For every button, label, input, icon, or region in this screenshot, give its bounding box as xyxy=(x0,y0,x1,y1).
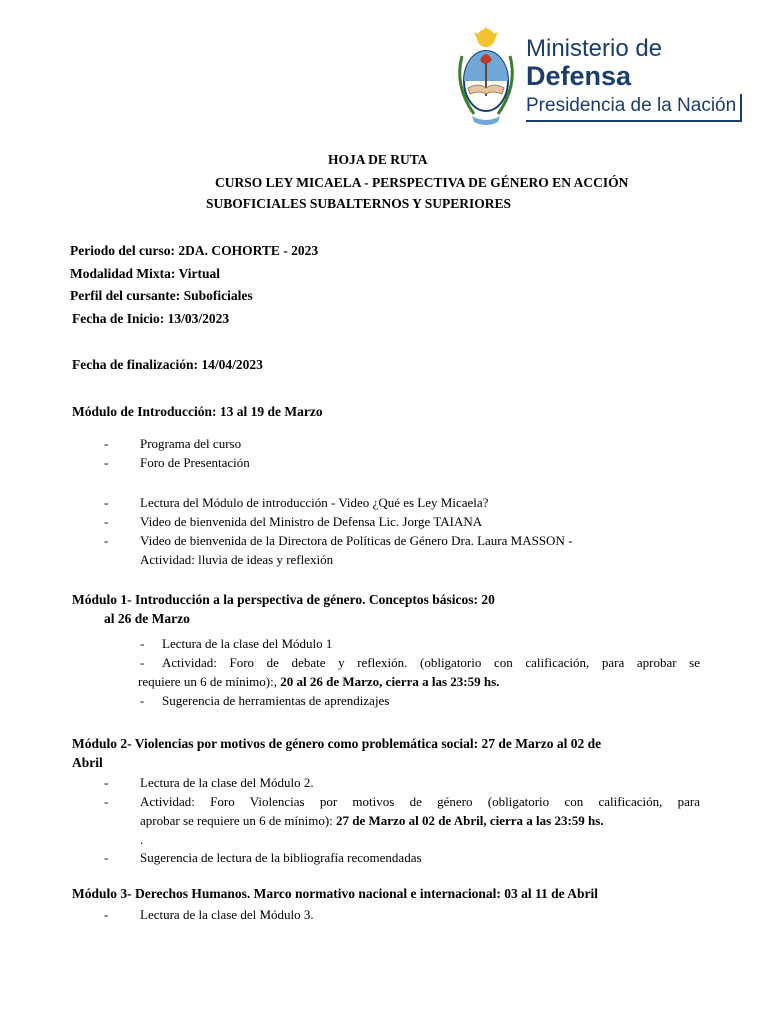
ministry-line-3: Presidencia de la Nación xyxy=(526,94,742,122)
bullet-dash: - xyxy=(104,514,109,529)
national-seal-icon xyxy=(452,26,520,130)
perfil-line: Perfil del cursante: Suboficiales xyxy=(70,288,253,303)
bullet-dash: - xyxy=(104,775,109,790)
periodo-line: Periodo del curso: 2DA. COHORTE - 2023 xyxy=(70,243,319,258)
ministry-logo xyxy=(452,26,752,130)
bullet-dash: - xyxy=(104,455,109,470)
intro-heading: Módulo de Introducción: 13 al 19 de Marzo xyxy=(72,404,323,419)
list-item-text: Actividad: Foro de debate y reflexión. (obligatorio con calificación, para aprobar se xyxy=(162,655,700,670)
bullet-dash: - xyxy=(104,533,109,548)
list-item-continuation: . xyxy=(140,832,144,847)
list-item-text: Lectura del Módulo de introducción - Video ¿Qué es Ley Micaela? xyxy=(140,495,489,510)
modalidad-line: Modalidad Mixta: Virtual xyxy=(70,266,221,281)
list-item-text: Lectura de la clase del Módulo 2. xyxy=(140,775,314,790)
doc-subtitle-1: CURSO LEY MICAELA - PERSPECTIVA DE GÉNERO EN ACCIÓN xyxy=(215,175,629,190)
list-item-text: Actividad: Foro Violencias por motivos de género (obligatorio con calificación, para xyxy=(140,794,700,809)
list-item-text: Video de bienvenida del Ministro de Defensa Lic. Jorge TAIANA xyxy=(140,514,483,529)
list-item-continuation xyxy=(140,811,604,830)
list-item-continuation xyxy=(138,672,499,691)
ministry-name xyxy=(526,36,742,122)
ministry-line-1: Ministerio de xyxy=(526,35,663,62)
inicio-line: Fecha de Inicio: 13/03/2023 xyxy=(72,311,230,326)
deadline-text: 20 al 26 de Marzo, cierra a las 23:59 hs. xyxy=(280,674,500,689)
list-item-text: Foro de Presentación xyxy=(140,455,250,470)
list-item-continuation: Actividad: lluvia de ideas y reflexión xyxy=(140,552,334,567)
mod1-heading-cont: al 26 de Marzo xyxy=(104,611,190,626)
doc-title: HOJA DE RUTA xyxy=(328,152,428,167)
bullet-dash: - xyxy=(104,436,109,451)
fin-line: Fecha de finalización: 14/04/2023 xyxy=(72,357,263,372)
list-item-text: Sugerencia de herramientas de aprendizajes xyxy=(162,693,390,708)
bullet-dash: - xyxy=(104,495,109,510)
deadline-text: 27 de Marzo al 02 de Abril, cierra a las 23:59 hs. xyxy=(336,813,604,828)
bullet-dash: - xyxy=(104,850,109,865)
mod3-heading: Módulo 3- Derechos Humanos. Marco normativo nacional e internacional: 03 al 11 de Abril xyxy=(72,886,598,901)
bullet-dash: - xyxy=(140,693,145,708)
list-item-text: Lectura de la clase del Módulo 1 xyxy=(162,636,333,651)
mod1-heading: Módulo 1- Introducción a la perspectiva de género. Conceptos básicos: 20 xyxy=(72,592,495,607)
doc-subtitle-2: SUBOFICIALES SUBALTERNOS Y SUPERIORES xyxy=(206,196,511,211)
list-item-text: requiere un 6 de mínimo):, xyxy=(138,674,281,689)
mod2-heading-cont: Abril xyxy=(72,755,103,770)
list-item-text: Sugerencia de lectura de la bibliografía recomendadas xyxy=(140,850,422,865)
bullet-dash: - xyxy=(104,794,109,809)
list-item-text: Video de bienvenida de la Directora de Políticas de Género Dra. Laura MASSON - xyxy=(140,533,573,548)
bullet-dash: - xyxy=(140,636,145,651)
list-item-text: aprobar se requiere un 6 de mínimo): xyxy=(140,813,337,828)
ministry-line-2: Defensa xyxy=(526,61,632,91)
bullet-dash: - xyxy=(104,907,109,922)
list-item-text: Programa del curso xyxy=(140,436,242,451)
bullet-dash: - xyxy=(140,655,145,670)
list-item-text: Lectura de la clase del Módulo 3. xyxy=(140,907,314,922)
mod2-heading: Módulo 2- Violencias por motivos de género como problemática social: 27 de Marzo al 02 de xyxy=(72,736,602,751)
